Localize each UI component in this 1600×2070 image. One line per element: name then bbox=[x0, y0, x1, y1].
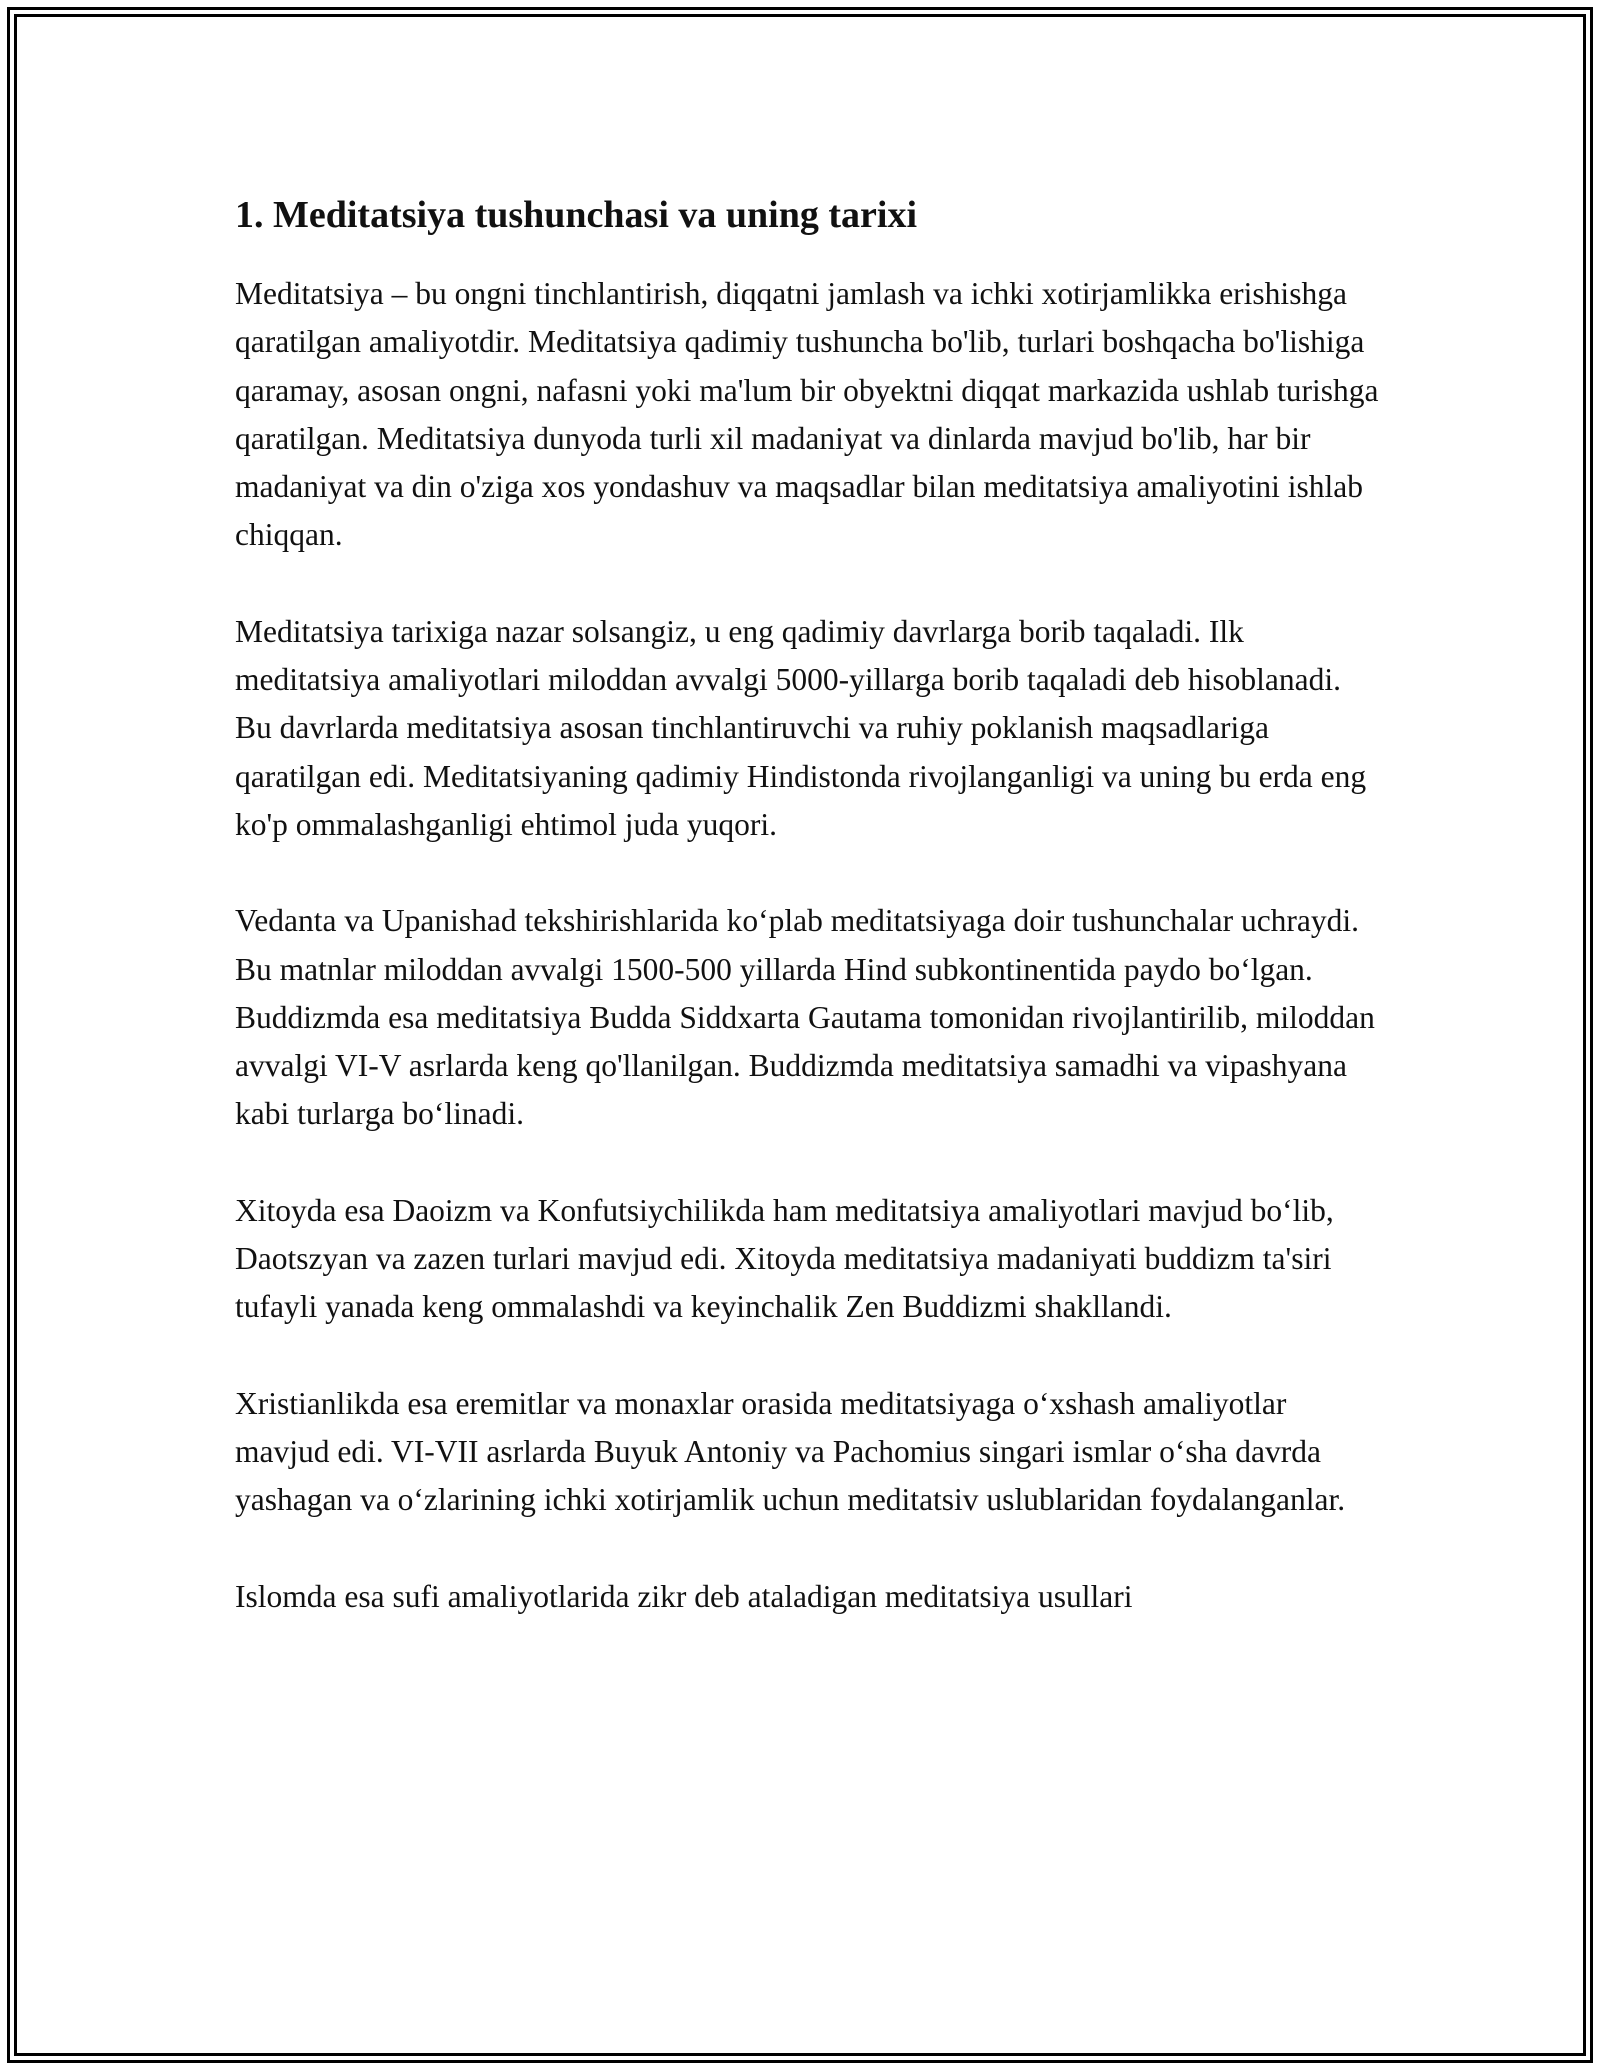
paragraph-definition: Meditatsiya – bu ongni tinchlantirish, diqqatni jamlash va ichki xotirjamlikka erishishga qaratilgan amaliyotdir. Meditatsiya qadimiy tushuncha bo'lib, turlari boshqacha bo'lishiga qaramay, asosan ongni, nafasni yoki ma'lum bir obyektni diqqat markazida ushlab turishga qaratilgan. Meditatsiya dunyoda turli xil madaniyat va dinlarda mavjud bo'lib, har bir madaniyat va din o'ziga xos yondashuv va maqsadlar bilan meditatsiya amaliyotini ishlab chiqqan. bbox=[235, 276, 1379, 553]
paragraph-islam: Islomda esa sufi amaliyotlarida zikr deb ataladigan meditatsiya usullari bbox=[235, 1578, 1133, 1614]
paragraph-history: Meditatsiya tarixiga nazar solsangiz, u eng qadimiy davrlarga borib taqaladi. Ilk meditatsiya amaliyotlari miloddan avvalgi 5000-yillarga borib taqaladi deb hisoblanadi. Bu davrlarda meditatsiya asosan tinchlantiruvchi va ruhiy poklanish maqsadlariga qaratilgan edi. Meditatsiyaning qadimiy Hindistonda rivojlanganligi va uning bu erda eng ko'p ommalashganligi ehtimol juda yuqori. bbox=[235, 613, 1367, 842]
paragraph-christianity: Xristianlikda esa eremitlar va monaxlar orasida meditatsiyaga o‘xshash amaliyotlar mavjud edi. VI-VII asrlarda Buyuk Antoniy va Pachomius singari ismlar o‘sha davrda yashagan va o‘zlarining ichki xotirjamlik uchun meditatsiv uslublaridan foydalanganlar. bbox=[235, 1385, 1346, 1518]
paragraph-india-buddhism: Vedanta va Upanishad tekshirishlarida ko‘plab meditatsiyaga doir tushunchalar uchraydi. Bu matnlar miloddan avvalgi 1500-500 yillarda Hind subkontinentida paydo bo‘lgan. Buddizmda esa meditatsiya Budda Siddxarta Gautama tomonidan rivojlantirilib, miloddan avvalgi VI-V asrlarda keng qo'llanilgan. Buddizmda meditatsiya samadhi va vipashyana kabi turlarga bo‘linadi. bbox=[235, 903, 1375, 1132]
document-body bbox=[235, 190, 1380, 1669]
paragraph-china: Xitoyda esa Daoizm va Konfutsiychilikda ham meditatsiya amaliyotlari mavjud bo‘lib, Daotszyan va zazen turlari mavjud edi. Xitoyda meditatsiya madaniyati buddizm ta'siri tufayli yanada keng ommalashdi va keyinchalik Zen Buddizmi shakllandi. bbox=[235, 1192, 1334, 1325]
section-heading: 1. Meditatsiya tushunchasi va uning tarixi bbox=[235, 194, 917, 236]
